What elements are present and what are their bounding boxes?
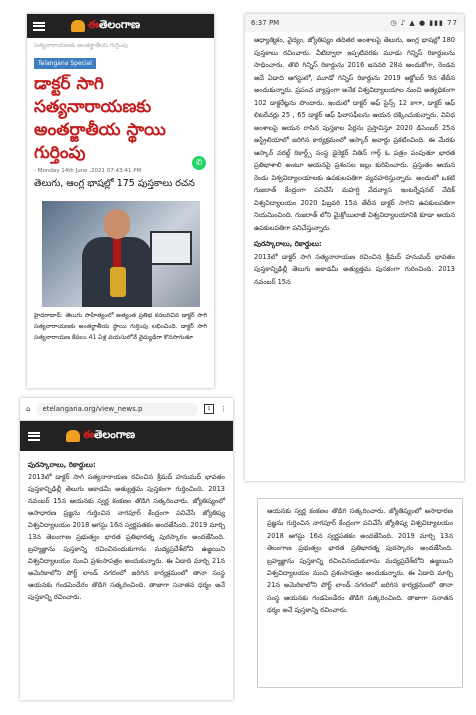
article-screenshot-top bbox=[27, 14, 214, 388]
status-bar bbox=[245, 14, 464, 32]
logo-sun-icon bbox=[71, 20, 85, 32]
article-subheadline: తెలుగు, ఆంగ్ల భాషల్లో 175 పుస్తకాలు రచన bbox=[34, 178, 195, 189]
home-icon[interactable]: ⌂ bbox=[26, 405, 31, 413]
app-header bbox=[20, 421, 233, 451]
logo-sun-icon bbox=[66, 430, 80, 442]
category-tag[interactable]: Telangana Special bbox=[34, 58, 96, 69]
article-timestamp: - Monday 14th June ,2021 07:43:41 PM bbox=[34, 168, 142, 174]
article-photo bbox=[42, 201, 200, 307]
status-icons: ◷ ♪ ▲ ● ▮▮▮ 77 bbox=[390, 19, 458, 27]
article-screenshot-right bbox=[245, 14, 464, 481]
monitor-shape bbox=[150, 231, 192, 265]
awards-section-text: 2013లో డాక్టర్ సాగి సత్యనారాయణ రచించిన శ్రీమద్ హనుమద్ భావతం పుస్తకాన్నిఢిల్లీ తెలుగు అకాడమీ అత్యుత్తమ పుసకంగా గురించింది. 2013 నవంబర్ 15న bbox=[254, 252, 455, 286]
article-body-intro: హైదరాబాద్: తెలుగు సాహిత్యంలో అత్యంత ప్రతిభ కనబరిచిన డాక్టర్ సాగి సత్యనారాయణకు అంతర్జాతీయ స్థాయి గుర్తింపు లభించింది. డాక్టర్ సాగి సత్యనారాయణ కేవలం 41 ఏళ్ల వయసులోనే వైద్యుడిగా కొనసాగుతూ bbox=[34, 312, 207, 341]
more-vert-icon[interactable]: ⋮ bbox=[220, 405, 227, 413]
menu-icon[interactable] bbox=[28, 432, 40, 441]
logo-prefix: ఈ bbox=[83, 428, 94, 441]
text-excerpt bbox=[257, 498, 463, 688]
tab-count[interactable]: 1 bbox=[204, 404, 214, 414]
faded-previous-title: సత్యనారాయణకు అంతర్జాతీయ గుర్తింపు bbox=[34, 42, 128, 49]
site-logo[interactable] bbox=[66, 428, 135, 444]
url-field[interactable]: etelangana.org/view_news.p bbox=[36, 403, 198, 416]
person-figure bbox=[82, 209, 152, 307]
menu-icon[interactable] bbox=[33, 22, 45, 31]
logo-prefix: ఈ bbox=[88, 18, 99, 31]
logo-text: తెలంగాణ bbox=[93, 428, 136, 441]
browser-screenshot bbox=[20, 398, 233, 700]
awards-section-title: పురస్కారాలు, రికార్డులు: bbox=[28, 461, 96, 469]
status-time: 6:37 PM bbox=[251, 19, 280, 27]
awards-section-title: పురస్కారాలు, రికార్డులు: bbox=[254, 240, 322, 248]
article-paragraph: ఆధ్యాత్మికం, వైద్యం, జ్యోతిష్యం తదితర అంశాలపై తెలుగు, ఆంగ్ల భాషల్లో 180 పుస్తకాలు రచించారు. వీటిద్వారా ఇప్పటివరకు మూడు గిన్నిస్ రికార్డులను సాధించారు. తొలి గిన్నిస్ రికార్డును 2016 జనవరి 28న అందుకోగా, రెండవ అదే ఏడాది ఆగస్టులో, మూడో గిన్నిస్ రికార్డును 2019 ఆక్టోబర్ 9న తేదీన అందుకున్నారు. ప్రపంచ వ్యాప్తంగా అనేక విశ్వవిద్యాలయాల నుంచి అత్యధికంగా 102 డాక్టరేట్లను పొందారు. ఇందులో డాక్టర్ ఆఫ్ సైన్స్ 12 కాగా, డాక్టర్ ఆఫ్ లిటరేచర్లు 25 , 65 డాక్టర్ ఆఫ్ ఫిలాసఫీలను ఆయన దక్కించుకున్నారు. వివిధ అంశాలపై ఆయన రాసిన పుస్తకాల పేర్లను ప్రస్తావిస్తూ 2020 డిసెంబర్ 25న అస్ట్రేలియాలో జరిగిన కార్యక్రమంలో ఆస్కార్ అవార్డు ప్రకటించింది. ఈ మేరకు ఆస్కార్ వరల్డ్ రికార్డ్స్ సంస్థ డైరెక్టర్ నితిన్ గార్గ్ ఓ పత్రం పంపుతూ భారత ప్రతిభాశాలి అంటూ ఆయనపై ప్రశంసల జల్లు కురిపించారు. ప్రస్తుతం ఆయన రెండు విశ్వవిద్యాలయాలకు ఉపకులపతిగా వ్యవహరిస్తున్నారు. అందులో ఒకటి గుజరాత్ కేంద్రంగా పనిచేసే మహర్షి వేదవ్యాస ఇంటర్నేషనల్ వేదిక్ విశ్వవిద్యాలయం 2020 ఫిబ్రవరి 15న తేదీన డాక్టర్ సాగిని ఉపకులపతిగా నియమించింది. గుజరాత్ లోని మైక్రోయిలాజీ విశ్వవిద్యాలయానికి కూడా ఆయన ఉపకులపతిగా పనిచేస్తున్నారు. bbox=[254, 36, 455, 232]
app-header bbox=[27, 14, 214, 38]
logo-text: తెలంగాణ bbox=[98, 18, 141, 31]
excerpt-text: ఆయనకు స్వర్ణ కంకణం తొడిగి సత్కరించారు. జ్యోతిష్యంలో అసాధారణ ప్రజ్ఞను గుర్తించిన నాగపూర్ కేంద్రంగా పనిచేసే జ్యోతిష్య విశ్వవిద్యాలయం 2018 ఆగస్టు 16న స్వర్ణపతకం అందజేసింది. 2019 మార్చి 13న తెలంగాణ ప్రభుత్వం భారత ప్రతిభారత్న పురస్కారం అందజేసింది. బ్రహ్మజ్ఞాను పుస్తకాన్ని రచించినందుకుగాను మద్యప్రదేశ్‌లోని ఉజ్జయిని విశ్వవిద్యాలయం నుంచి ప్రశంసాపత్రం అందుకున్నారు. ఈ ఏడాది మార్చి 21న అమెరికాలోని పోర్ట్ లాండ్ నగరంలో జరిగిన కార్యక్రమంలో తానా సంస్థ ఆయనకు గండపెండేరం తొడిగి సత్కరించింది. తాజాగా సనాతన ధర్మం అనే పుస్తకాన్ని రచించారు. bbox=[267, 507, 453, 615]
trophy-icon bbox=[110, 267, 126, 297]
article-headline: డాక్టర్ సాగి సత్యనారాయణకు అంతర్జాతీయ స్థాయి గుర్తింపు bbox=[34, 74, 166, 163]
site-logo[interactable] bbox=[71, 18, 140, 34]
browser-url-bar bbox=[20, 398, 233, 421]
whatsapp-icon[interactable]: ✆ bbox=[192, 156, 206, 170]
awards-section-text: 2013లో డాక్టర్ సాగి సత్యనారాయణ రచించిన శ్రీమద్ హనుమద్ భావతం పుస్తకాన్నిఢిల్లీ తెలుగు అకాడమీ అత్యుత్తమ పుస్తకంగా గుర్తించింది. 2013 నవంబర్ 15న ఆయనకు స్వర్ణ కంకణం తొడిగి సత్కరించారు. జ్యోతిష్యంలో అసాధారణ ప్రజ్ఞను గుర్తించిన నాగపూర్ కేంద్రంగా పనిచేసే జ్యోతిష్య విశ్వవిద్యాలయం 2018 ఆగస్టు 16న స్వర్ణపతకం అందజేసింది. 2019 మార్చి 13న తెలంగాణ ప్రభుత్వం భారత ప్రతిభారత్న పురస్కారం అందజేసింది. బ్రహ్మజ్ఞాను పుస్తకాన్ని రచించినందుకుగాను మద్యప్రదేశ్‌లోని ఉజ్జయిని విశ్వవిద్యాలయం నుంచి ప్రశంసాపత్రం అందుకున్నారు. ఈ ఏడాది మార్చి 21న అమెరికాలోని పోర్ట్ లాండ్ నగరంలో జరిగిన కార్యక్రమంలో తానా సంస్థ ఆయనకు గండపెండేరం తొడిగి సత్కరించింది. తాజాగా సనాతన ధర్మం అనే పుస్తకాన్ని రచించారు. bbox=[28, 473, 225, 601]
